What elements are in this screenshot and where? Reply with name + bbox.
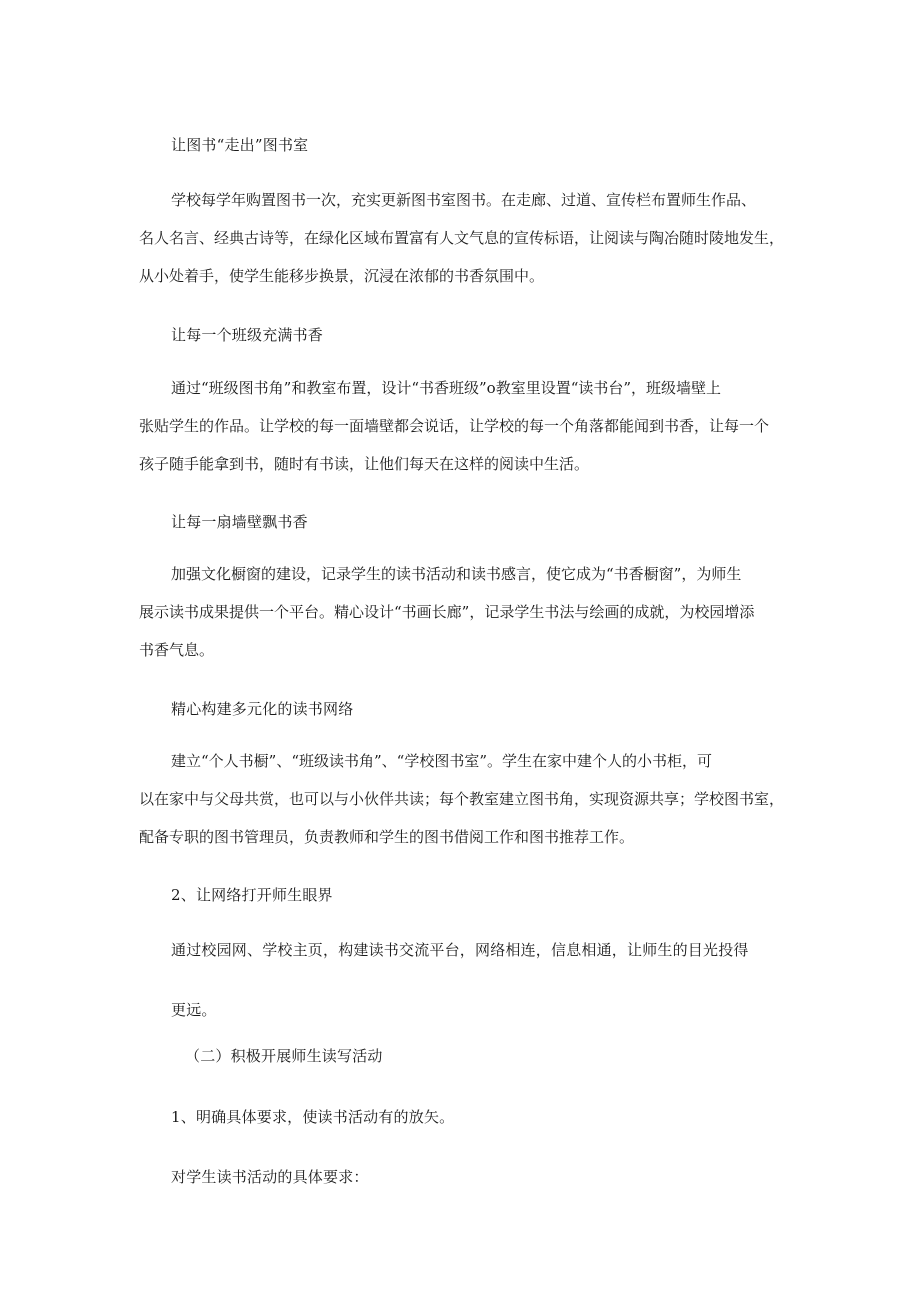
paragraph-line: 学校每学年购置图书一次，充实更新图书室图书。在走廊、过道、宣传栏布置师生作品、	[171, 191, 757, 209]
paragraph-line: 建立“个人书橱”、“班级读书角”、“学校图书室”。学生在家中建个人的小书柜，可	[171, 752, 713, 770]
paragraph-line: 孩子随手能拿到书，随时有书读，让他们每天在这样的阅读中生活。	[139, 455, 590, 473]
paragraph-network-line: 通过校园网、学校主页，构建读书交流平台，网络相连，信息相通，让师生的目光投得	[171, 941, 749, 959]
paragraph-line: 以在家中与父母共赏，也可以与小伙伴共读；每个教室建立图书角，实现资源共享；学校图书室，	[139, 790, 785, 808]
subheading-requirements: 1、明确具体要求，使读书活动有的放矢。	[171, 1108, 455, 1126]
paragraph-line: 通过“班级图书角”和教室布置，设计“书香班级”o教室里设置“读书台”，班级墙壁上	[171, 379, 722, 397]
section-heading-reading-network: 精心构建多元化的读书网络	[171, 700, 354, 718]
paragraph-student-requirements: 对学生读书活动的具体要求：	[171, 1168, 369, 1186]
paragraph-line: 配备专职的图书管理员，负责教师和学生的图书借阅工作和图书推荐工作。	[139, 828, 635, 846]
paragraph-books-out	[139, 190, 785, 286]
paragraph-network-line-end: 更远。	[171, 1001, 217, 1019]
paragraph-line: 张贴学生的作品。让学校的每一面墙壁都会说话，让学校的每一个角落都能闻到书香，让每一个	[139, 417, 770, 435]
section-heading-wall-books: 让每一扇墙壁飘书香	[171, 513, 308, 531]
paragraph-line: 从小处着手，使学生能移步换景，沉浸在浓郁的书香氛围中。	[139, 267, 545, 285]
section-heading-class-books: 让每一个班级充满书香	[171, 326, 324, 344]
paragraph-reading-network	[139, 751, 785, 847]
paragraph-class-books	[139, 378, 781, 474]
paragraph-line: 加强文化橱窗的建设，记录学生的读书活动和读书感言，使它成为“书香橱窗”，为师生	[171, 565, 742, 583]
section-heading-read-write: （二）积极开展师生读写活动	[185, 1047, 383, 1065]
section-heading-books-out: 让图书“走出”图书室	[171, 136, 309, 154]
section-heading-network-horizon: 2、让网络打开师生眼界	[171, 886, 333, 904]
paragraph-line: 展示读书成果提供一个平台。精心设计“书画长廊”，记录学生书法与绘画的成就，为校园增添	[139, 603, 755, 621]
paragraph-line: 名人名言、经典古诗等，在绿化区域布置富有人文气息的宣传标语，让阅读与陶冶随时陵地发生，	[139, 229, 785, 247]
paragraph-wall-books	[139, 564, 781, 660]
paragraph-line: 书香气息。	[139, 641, 215, 659]
